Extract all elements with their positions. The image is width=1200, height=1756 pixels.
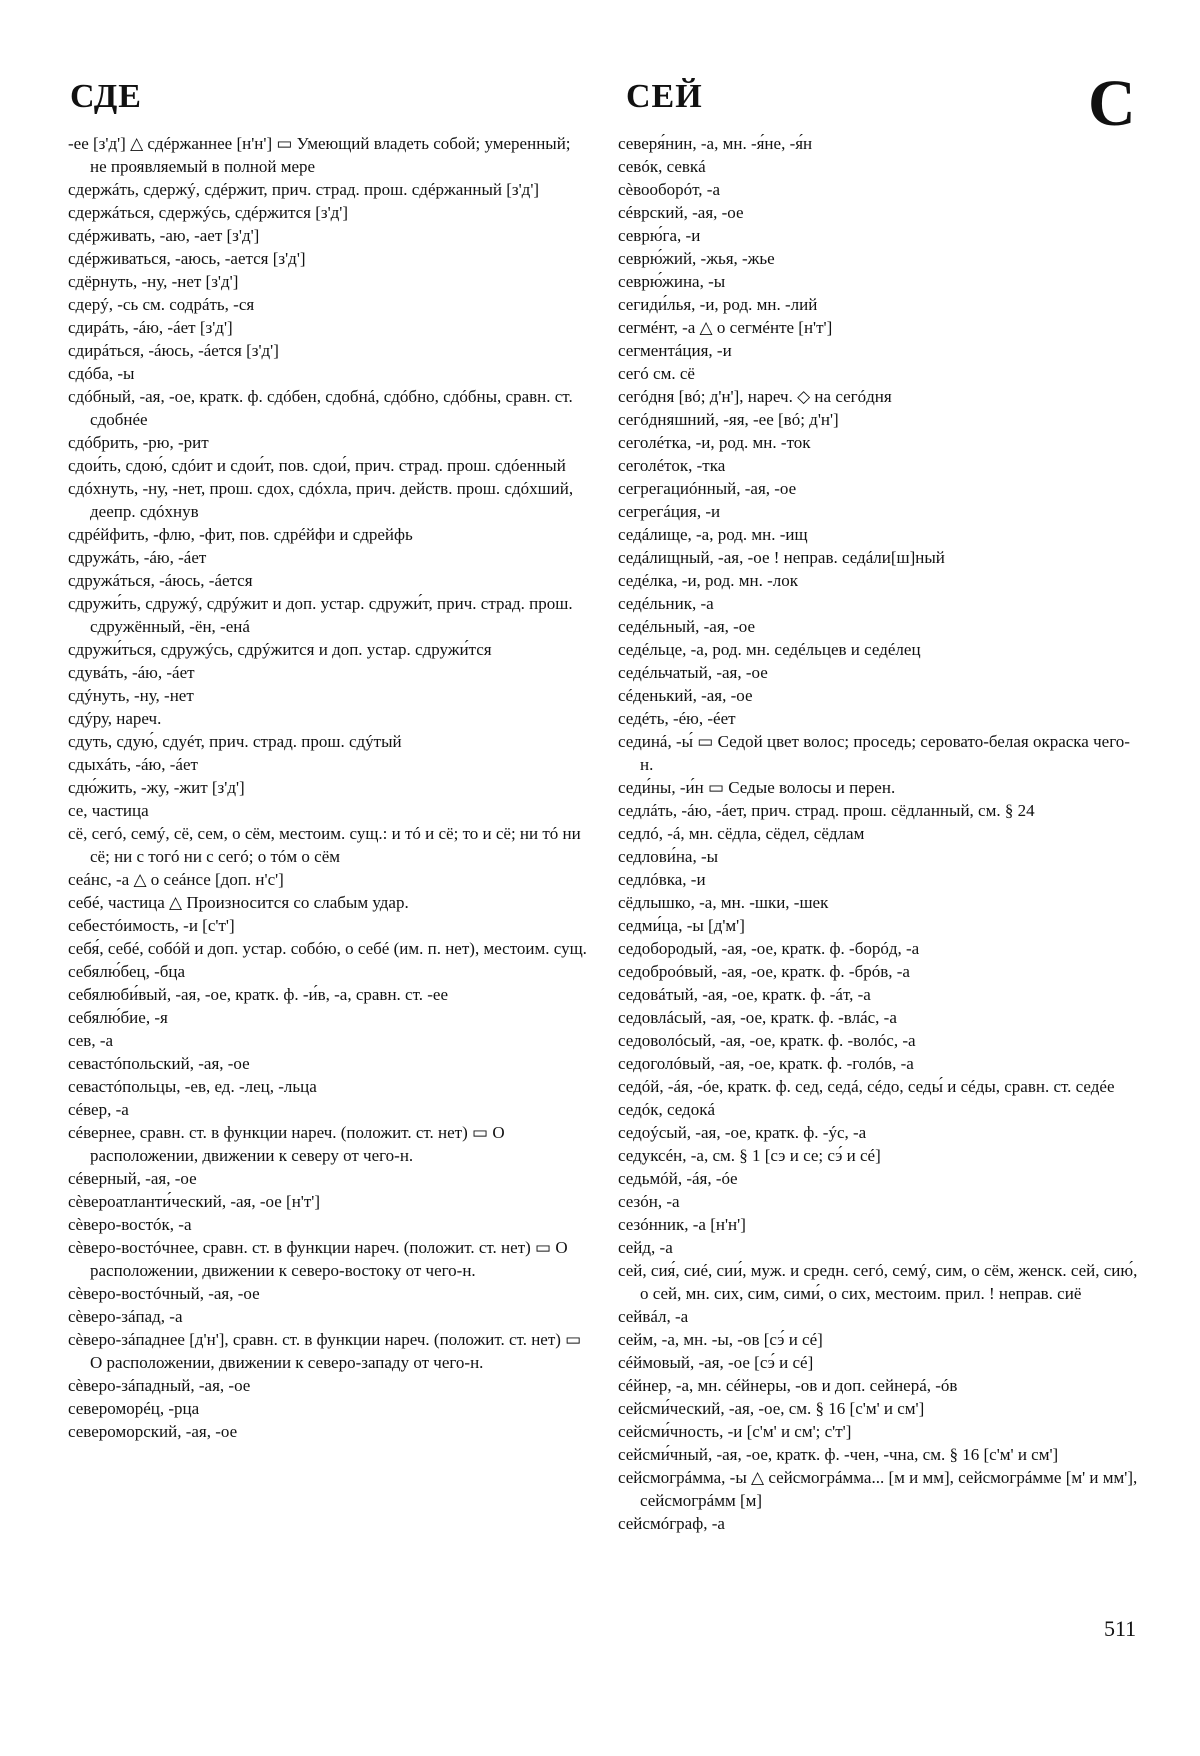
dictionary-entry: северя́нин, -а, мн. -я́не, -я́н [618,134,813,153]
dictionary-entry: седоýсый, -ая, -ое, кратк. ф. -ýс, -а [618,1123,867,1142]
dictionary-entry: седéльный, -ая, -ое [618,617,756,636]
left-column [68,132,588,1443]
section-letter: С [1088,67,1136,140]
dictionary-entry: сéденький, -ая, -ое [618,686,753,705]
dictionary-entry: сейсмогрáмма, -ы △ сейсмогрáмма... [м и мм], сейсмогрáмме [м' и мм'], сейсмогрáмм [м] [618,1468,1138,1510]
dictionary-entry: седобородый, -ая, -ое, кратк. ф. -борóд, -а [618,939,920,958]
dictionary-entry: себялю́бец, -бца [68,962,186,981]
dictionary-entry: севрю́га, -и [618,226,701,245]
dictionary-entry: сейвáл, -а [618,1307,689,1326]
right-guide-word: СЕЙ [626,78,703,115]
dictionary-entry: сегрегáция, -и [618,502,721,521]
dictionary-entry: сдои́ть, сдою́, сдóит и сдои́т, пов. сдои́, прич. страд. прош. сдóенный [68,456,566,475]
dictionary-entry: сдружи́ть, сдружý, сдрýжит и доп. устар. сдружи́т, прич. страд. прош. сдружённый, -ён, -енá [68,594,573,636]
dictionary-entry: седéльник, -а [618,594,714,613]
page-number: 511 [1104,1616,1137,1641]
dictionary-entry: сейд, -а [618,1238,673,1257]
dictionary-entry: сдóбный, -ая, -ое, кратк. ф. сдóбен, сдобнá, сдóбно, сдóбны, сравн. ст. сдобнéе [68,387,573,429]
dictionary-entry: сдуть, сдую́, сдуéт, прич. страд. прош. сдýтый [68,732,402,751]
dictionary-entry: седéть, -éю, -éет [618,709,736,728]
dictionary-entry: сдрéйфить, -флю, -фит, пов. сдрéйфи и сдрейфь [68,525,413,544]
dictionary-entry: сéверный, -ая, -ое [68,1169,197,1188]
dictionary-entry: сегментáция, -и [618,341,732,360]
dictionary-entry: сёдлышко, -а, мн. -шки, -шек [618,893,829,912]
dictionary-entry: седéльчатый, -ая, -ое [618,663,768,682]
dictionary-entry: севрю́жина, -ы [618,272,726,291]
dictionary-entry: сéврский, -ая, -ое [618,203,744,222]
dictionary-entry: -ее [з'д'] △ сдéржаннее [н'н'] ▭ Умеющий владеть собой; умеренный; не проявляемый в полной мере [68,134,571,176]
dictionary-entry: себя́, себé, собóй и доп. устар. собóю, о себé (им. п. нет), местоим. сущ. [68,939,587,958]
dictionary-entry: себялюби́вый, -ая, -ое, кратк. ф. -и́в, -а, сравн. ст. -ее [68,985,448,1004]
dictionary-entry: сѐверо-востóчный, -ая, -ое [68,1284,260,1303]
dictionary-entry: сединá, -ы́ ▭ Седой цвет волос; проседь; серовато-белая окраска чего-н. [618,732,1130,774]
dictionary-entry: североморский, -ая, -ое [68,1422,238,1441]
dictionary-entry: седоволóсый, -ая, -ое, кратк. ф. -волóс, -а [618,1031,916,1050]
dictionary-entry: сегиди́лья, -и, род. мн. -лий [618,295,818,314]
dictionary-entry: седовлáсый, -ая, -ое, кратк. ф. -влáс, -а [618,1008,897,1027]
dictionary-entry: сдыхáть, -áю, -áет [68,755,198,774]
dictionary-entry: се, частица [68,801,149,820]
dictionary-entry: сѐверо-зáпаднее [д'н'], сравн. ст. в функции нареч. (положит. ст. нет) ▭ О расположении, движении к северо-западу от чего-н. [68,1330,582,1372]
dictionary-entry: сѐвероатланти́ческий, -ая, -ое [н'т'] [68,1192,321,1211]
dictionary-entry: седóк, седокá [618,1100,716,1119]
dictionary-entry: седи́ны, -и́н ▭ Седые волосы и перен. [618,778,896,797]
dictionary-entry: сéвер, -а [68,1100,129,1119]
dictionary-entry: севрю́жий, -жья, -жье [618,249,775,268]
dictionary-entry: седовáтый, -ая, -ое, кратк. ф. -áт, -а [618,985,871,1004]
dictionary-entry: седóй, -áя, -óе, кратк. ф. сед, седá, сéдо, седы́ и сéды, сравн. ст. седéе [618,1077,1115,1096]
dictionary-entry: сдóбрить, -рю, -рит [68,433,209,452]
dictionary-entry: сдержáться, сдержýсь, сдéржится [з'д'] [68,203,349,222]
dictionary-entry: сдирáться, -áюсь, -áется [з'д'] [68,341,279,360]
dictionary-entry: сдружáть, -áю, -áет [68,548,207,567]
dictionary-entry: североморéц, -рца [68,1399,200,1418]
dictionary-entry: сегрегациóнный, -ая, -ое [618,479,797,498]
dictionary-entry: себé, частица △ Произносится со слабым удар. [68,893,409,912]
dictionary-entry: седéльце, -а, род. мн. седéльцев и седéлец [618,640,921,659]
dictionary-entry: сдýнуть, -ну, -нет [68,686,194,705]
dictionary-entry: сейсми́чность, -и [с'м' и см'; с'т'] [618,1422,852,1441]
dictionary-entry: сдéрживаться, -аюсь, -ается [з'д'] [68,249,306,268]
dictionary-entry: седуксéн, -а, см. § 1 [сэ и се; сэ́ и сé] [618,1146,881,1165]
dictionary-entry: сдéрживать, -аю, -ает [з'д'] [68,226,260,245]
dictionary-entry: седлóвка, -и [618,870,706,889]
dictionary-entry: сдóба, -ы [68,364,135,383]
dictionary-entry: сеголéтка, -и, род. мн. -ток [618,433,811,452]
dictionary-entry: сезóн, -а [618,1192,680,1211]
dictionary-entry: сегóдняшний, -яя, -ее [вó; д'н'] [618,410,839,429]
dictionary-entry: сдирáть, -áю, -áет [з'д'] [68,318,233,337]
dictionary-entry: сё, сегó, семý, сё, сем, о сём, местоим. сущ.: и тó и сё; то и сё; ни тó ни сё; ни с тогó ни с сегó; о тóм о сём [68,824,581,866]
dictionary-entry: седми́ца, -ы [д'м'] [618,916,745,935]
dictionary-entry: сѐверо-востóчнее, сравн. ст. в функции нареч. (положит. ст. нет) ▭ О расположении, движении к северо-востоку от чего-н. [68,1238,568,1280]
dictionary-entry: себялю́бие, -я [68,1008,168,1027]
dictionary-entry: сейсми́чный, -ая, -ое, кратк. ф. -чен, -чна, см. § 16 [с'м' и см'] [618,1445,1059,1464]
dictionary-entry: сéйнер, -а, мн. сéйнеры, -ов и доп. сейнерá, -óв [618,1376,958,1395]
right-column [618,132,1138,1535]
dictionary-entry: сéвернее, сравн. ст. в функции нареч. (положит. ст. нет) ▭ О расположении, движении к северу от чего-н. [68,1123,505,1165]
dictionary-entry: севастóпольцы, -ев, ед. -лец, -льца [68,1077,317,1096]
dictionary-entry: сéймовый, -ая, -ое [сэ́ и сé] [618,1353,814,1372]
dictionary-entry: седоброóвый, -ая, -ое, кратк. ф. -брóв, -а [618,962,910,981]
dictionary-entry: сѐвооборóт, -а [618,180,721,199]
dictionary-entry: седьмóй, -áя, -óе [618,1169,738,1188]
dictionary-entry: седоголóвый, -ая, -ое, кратк. ф. -голóв, -а [618,1054,914,1073]
dictionary-entry: седлови́на, -ы [618,847,719,866]
dictionary-entry: сдýру, нареч. [68,709,162,728]
dictionary-entry: сезóнник, -а [н'н'] [618,1215,746,1234]
dictionary-entry: сдержáть, сдержý, сдéржит, прич. страд. прош. сдéржанный [з'д'] [68,180,540,199]
dictionary-entry: сѐверо-зáпад, -а [68,1307,183,1326]
dictionary-entry: сдружи́ться, сдружýсь, сдрýжится и доп. устар. сдружи́тся [68,640,492,659]
dictionary-entry: сегмéнт, -а △ о сегмéнте [н'т'] [618,318,833,337]
dictionary-entry: седлáть, -áю, -áет, прич. страд. прош. сёдланный, см. § 24 [618,801,1035,820]
dictionary-entry: сдóхнуть, -ну, -нет, прош. сдох, сдóхла, прич. действ. прош. сдóхший, деепр. сдóхнув [68,479,574,521]
dictionary-entry: себестóимость, -и [с'т'] [68,916,235,935]
dictionary-entry: сей, сия́, сиé, сии́, муж. и средн. сегó, семý, сим, о сём, женск. сей, сию́, о сей, мн. сих, сим, сими́, о сих, местоим. прил. ! неправ. сиё [618,1261,1138,1303]
dictionary-entry: севастóпольский, -ая, -ое [68,1054,250,1073]
dictionary-entry: сегóдня [вó; д'н'], нареч. ◇ на сегóдня [618,387,892,406]
dictionary-entry: сдерý, -сь см. содрáть, -ся [68,295,255,314]
dictionary-entry: седéлка, -и, род. мн. -лок [618,571,798,590]
dictionary-entry: сдёрнуть, -ну, -нет [з'д'] [68,272,239,291]
dictionary-entry: севóк, севкá [618,157,706,176]
dictionary-entry: сегó см. сё [618,364,695,383]
dictionary-entry: сдружáться, -áюсь, -áется [68,571,253,590]
dictionary-entry: сдувáть, -áю, -áет [68,663,195,682]
dictionary-entry: сейсмóграф, -а [618,1514,725,1533]
dictionary-entry: сеáнс, -а △ о сеáнсе [доп. н'с'] [68,870,284,889]
dictionary-entry: седáлищный, -ая, -ое ! неправ. седáли[ш]ный [618,548,945,567]
dictionary-entry: сев, -а [68,1031,114,1050]
dictionary-entry: сеголéток, -тка [618,456,726,475]
dictionary-entry: сейсми́ческий, -ая, -ое, см. § 16 [с'м' и см'] [618,1399,925,1418]
dictionary-entry: седлó, -á, мн. сёдла, сёдел, сёдлам [618,824,865,843]
dictionary-entry: сѐверо-зáпадный, -ая, -ое [68,1376,251,1395]
dictionary-entry: сѐверо-востóк, -а [68,1215,192,1234]
dictionary-entry: сдю́жить, -жу, -жит [з'д'] [68,778,245,797]
dictionary-entry: седáлище, -а, род. мн. -ищ [618,525,808,544]
dictionary-entry: сейм, -а, мн. -ы, -ов [сэ́ и сé] [618,1330,823,1349]
left-guide-word: СДЕ [70,78,142,115]
